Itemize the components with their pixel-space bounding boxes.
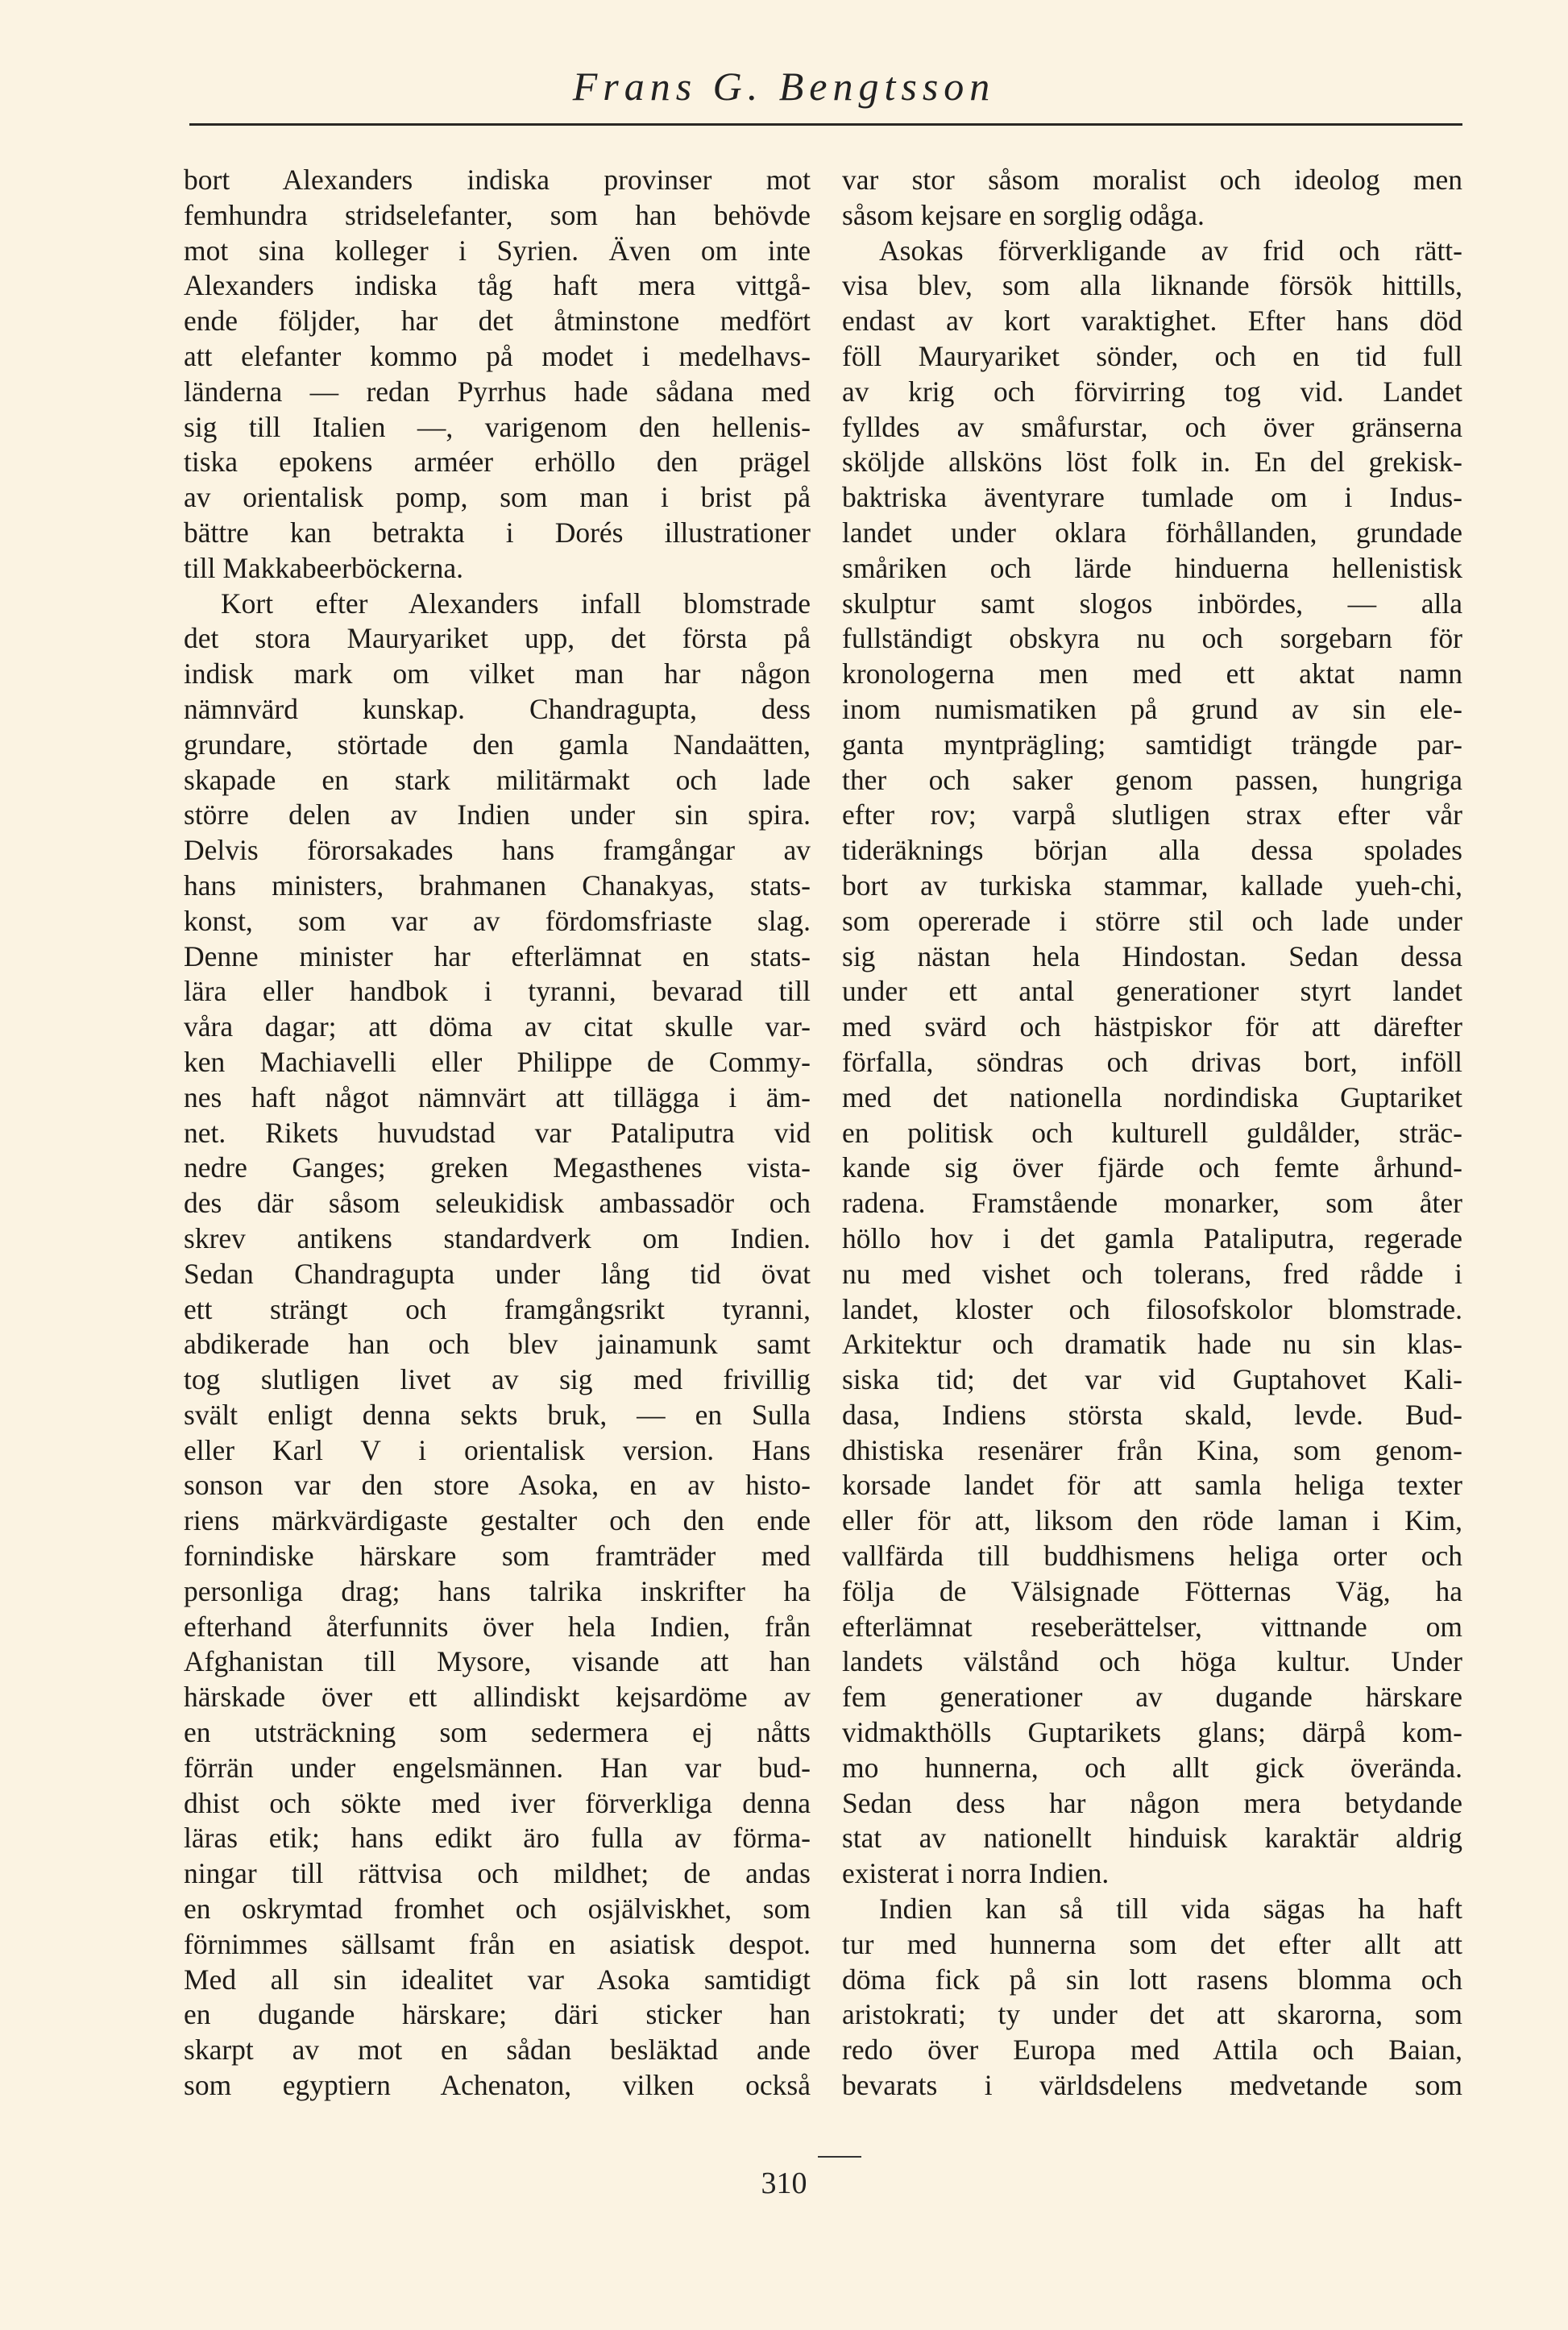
- text-line: Sedan dess har någon mera betydande: [842, 1786, 1462, 1819]
- text-line: inom numismatiken på grund av sin ele-: [842, 692, 1462, 725]
- text-line: vidmakthölls Guptarikets glans; därpå kom-: [842, 1716, 1462, 1749]
- text-line: småriken och lärde hinduerna hellenistisk: [842, 551, 1462, 584]
- text-line: sköljde allsköns löst folk in. En del grekisk-: [842, 446, 1462, 479]
- text-line: baktriska äventyrare tumlade om i Indus-: [842, 481, 1462, 514]
- text-line: kande sig över fjärde och femte århund-: [842, 1151, 1462, 1184]
- page-number: 310: [761, 2166, 807, 2200]
- text-line: höllo hov i det gamla Pataliputra, regerade: [842, 1221, 1462, 1254]
- running-header: Frans G. Bengtsson: [572, 64, 996, 109]
- text-line: nes haft något nämnvärt att tillägga i äm-: [184, 1080, 811, 1113]
- text-line: förfalla, söndras och drivas bort, inföll: [842, 1045, 1462, 1078]
- text-line: Alexanders indiska tåg haft mera vittgå-: [184, 269, 811, 302]
- text-line: fem generationer av dugande härskare: [842, 1681, 1462, 1714]
- text-line: efter rov; varpå slutligen strax efter vår: [842, 798, 1462, 831]
- text-line: dasa, Indiens största skald, levde. Bud-: [842, 1398, 1462, 1431]
- text-line: personliga drag; hans talrika inskrifter ha: [184, 1574, 811, 1607]
- text-line: skrev antikens standardverk om Indien.: [184, 1221, 811, 1254]
- text-line: Asokas förverkligande av frid och rätt-: [879, 234, 1462, 267]
- text-line: med det nationella nordindiska Guptariket: [842, 1080, 1462, 1113]
- text-line: ken Machiavelli eller Philippe de Commy-: [184, 1045, 811, 1078]
- text-line: ende följder, har det åtminstone medfört: [184, 305, 811, 338]
- text-line: det stora Mauryariket upp, det första på: [184, 622, 811, 655]
- text-line: Indien kan så till vida sägas ha haft: [879, 1893, 1462, 1926]
- text-line: efterlämnat reseberättelser, vittnande om: [842, 1610, 1462, 1643]
- text-line: svält enligt denna sekts bruk, — en Sulla: [184, 1398, 811, 1431]
- paragraph: [842, 234, 1462, 1892]
- text-line: föll Mauryariket sönder, och en tid full: [842, 339, 1462, 372]
- text-line: av krig och förvirring tog vid. Landet: [842, 375, 1462, 408]
- text-line: länderna — redan Pyrrhus hade sådana med: [184, 375, 811, 408]
- paragraph: [184, 587, 811, 2104]
- page-number-rule: [818, 2156, 861, 2158]
- text-line: bort Alexanders indiska provinser mot: [184, 164, 811, 196]
- text-line: Delvis förorsakades hans framgångar av: [184, 834, 811, 867]
- paragraph: [842, 1892, 1462, 2104]
- text-line: vallfärda till buddhismens heliga orter och: [842, 1540, 1462, 1573]
- text-line: abdikerade han och blev jainamunk samt: [184, 1328, 811, 1361]
- text-line: tog slutligen livet av sig med frivillig: [184, 1363, 811, 1396]
- text-line: av orientalisk pomp, som man i brist på: [184, 481, 811, 514]
- text-line: sig nästan hela Hindostan. Sedan dessa: [842, 939, 1462, 972]
- text-line: ther och saker genom passen, hungriga: [842, 763, 1462, 796]
- text-line: Arkitektur och dramatik hade nu sin klas-: [842, 1328, 1462, 1361]
- text-line: förnimmes sällsamt från en asiatisk despot.: [184, 1927, 811, 1960]
- text-line: bevarats i världsdelens medvetande som: [842, 2069, 1462, 2102]
- text-line: eller Karl V i orientalisk version. Hans: [184, 1433, 811, 1466]
- text-line: fullständigt obskyra nu och sorgebarn för: [842, 622, 1462, 655]
- text-line: fornindiske härskare som framträder med: [184, 1540, 811, 1573]
- text-line: visa blev, som alla liknande försök hittills,: [842, 269, 1462, 302]
- text-line: Afghanistan till Mysore, visande att han: [184, 1645, 811, 1678]
- paragraph: [842, 163, 1462, 234]
- text-line: siska tid; det var vid Guptahovet Kali-: [842, 1363, 1462, 1396]
- text-line: en politisk och kulturell guldålder, sträc-: [842, 1116, 1462, 1149]
- text-line: landet, kloster och filosofskolor blomstrade.: [842, 1292, 1462, 1325]
- text-line: dhist och sökte med iver förverkliga denna: [184, 1786, 811, 1819]
- text-line: nu med vishet och tolerans, fred rådde i: [842, 1257, 1462, 1290]
- text-line: lära eller handbok i tyranni, bevarad till: [184, 975, 811, 1008]
- text-line: indisk mark om vilket man har någon: [184, 657, 811, 690]
- text-line: en dugande härskare; däri sticker han: [184, 1998, 811, 2031]
- text-line: fylldes av småfurstar, och över gränserna: [842, 410, 1462, 443]
- text-line: eller för att, liksom den röde laman i Kim,: [842, 1504, 1462, 1537]
- text-line: som opererade i större stil och lade under: [842, 904, 1462, 937]
- text-line: till Makkabeerböckerna.: [184, 551, 463, 584]
- text-line: skapade en stark militärmakt och lade: [184, 763, 811, 796]
- text-line: våra dagar; att döma av citat skulle var-: [184, 1010, 811, 1043]
- text-line: konst, som var av fördomsfriaste slag.: [184, 904, 811, 937]
- text-line: existerat i norra Indien.: [842, 1857, 1110, 1890]
- text-line: landet under oklara förhållanden, grundade: [842, 516, 1462, 549]
- text-line: att elefanter kommo på modet i medelhavs-: [184, 339, 811, 372]
- text-line: döma fick på sin lott rasens blomma och: [842, 1963, 1462, 1996]
- text-line: nämnvärd kunskap. Chandragupta, dess: [184, 692, 811, 725]
- text-line: som egyptiern Achenaton, vilken också: [184, 2069, 811, 2102]
- text-line: tur med hunnerna som det efter allt att: [842, 1927, 1462, 1960]
- text-line: sonson var den store Asoka, en av histo-: [184, 1469, 811, 1502]
- text-line: med svärd och hästpiskor för att därefter: [842, 1010, 1462, 1043]
- text-line: en oskrymtad fromhet och osjälviskhet, som: [184, 1893, 811, 1926]
- text-line: radena. Framstående monarker, som åter: [842, 1187, 1462, 1220]
- text-line: des där såsom seleukidisk ambassadör och: [184, 1187, 811, 1220]
- right-column: [842, 163, 1462, 2104]
- text-line: Kort efter Alexanders infall blomstrade: [221, 587, 811, 620]
- text-line: hans ministers, brahmanen Chanakyas, stats-: [184, 869, 811, 902]
- text-line: mot sina kolleger i Syrien. Även om inte: [184, 234, 811, 267]
- text-line: sig till Italien —, varigenom den hellenis-: [184, 410, 811, 443]
- text-line: redo över Europa med Attila och Baian,: [842, 2034, 1462, 2067]
- text-line: femhundra stridselefanter, som han behövde: [184, 198, 811, 231]
- text-line: endast av kort varaktighet. Efter hans död: [842, 305, 1462, 338]
- text-line: härskade över ett allindiskt kejsardöme av: [184, 1681, 811, 1714]
- text-line: läras etik; hans edikt äro fulla av förma-: [184, 1822, 811, 1855]
- paragraph: [184, 163, 811, 587]
- text-line: Sedan Chandragupta under lång tid övat: [184, 1257, 811, 1290]
- text-line: mo hunnerna, och allt gick överända.: [842, 1751, 1462, 1784]
- text-line: korsade landet för att samla heliga texter: [842, 1469, 1462, 1502]
- text-line: Med all sin idealitet var Asoka samtidigt: [184, 1963, 811, 1996]
- text-line: grundare, störtade den gamla Nandaätten,: [184, 728, 811, 761]
- text-line: bättre kan betrakta i Dorés illustrationer: [184, 516, 811, 549]
- text-line: bort av turkiska stammar, kallade yueh-chi,: [842, 869, 1462, 902]
- text-line: kronologerna men med ett aktat namn: [842, 657, 1462, 690]
- text-line: stat av nationellt hinduisk karaktär aldrig: [842, 1822, 1462, 1855]
- text-line: större delen av Indien under sin spira.: [184, 798, 811, 831]
- text-line: dhistiska resenärer från Kina, som genom-: [842, 1433, 1462, 1466]
- text-line: skulptur samt slogos inbördes, — alla: [842, 587, 1462, 620]
- text-line: tiska epokens arméer erhöllo den prägel: [184, 446, 811, 479]
- text-line: ningar till rättvisa och mildhet; de andas: [184, 1857, 811, 1890]
- text-line: landets välstånd och höga kultur. Under: [842, 1645, 1462, 1678]
- text-line: såsom kejsare en sorglig odåga.: [842, 198, 1205, 231]
- text-line: ett strängt och framgångsrikt tyranni,: [184, 1292, 811, 1325]
- text-line: skarpt av mot en sådan besläktad ande: [184, 2034, 811, 2067]
- text-line: aristokrati; ty under det att skarorna, som: [842, 1998, 1462, 2031]
- text-line: efterhand återfunnits över hela Indien, från: [184, 1610, 811, 1643]
- text-line: var stor såsom moralist och ideolog men: [842, 164, 1462, 196]
- text-line: under ett antal generationer styrt landet: [842, 975, 1462, 1008]
- text-line: följa de Välsignade Fötternas Väg, ha: [842, 1574, 1462, 1607]
- text-line: Denne minister har efterlämnat en stats-: [184, 939, 811, 972]
- text-line: tideräknings början alla dessa spolades: [842, 834, 1462, 867]
- text-line: net. Rikets huvudstad var Pataliputra vid: [184, 1116, 811, 1149]
- text-line: ganta myntprägling; samtidigt trängde par-: [842, 728, 1462, 761]
- header-rule: [189, 123, 1462, 126]
- left-column: [184, 163, 811, 2104]
- text-line: förrän under engelsmännen. Han var bud-: [184, 1751, 811, 1784]
- text-line: nedre Ganges; greken Megasthenes vista-: [184, 1151, 811, 1184]
- text-line: en utsträckning som sedermera ej nåtts: [184, 1716, 811, 1749]
- text-line: riens märkvärdigaste gestalter och den ende: [184, 1504, 811, 1537]
